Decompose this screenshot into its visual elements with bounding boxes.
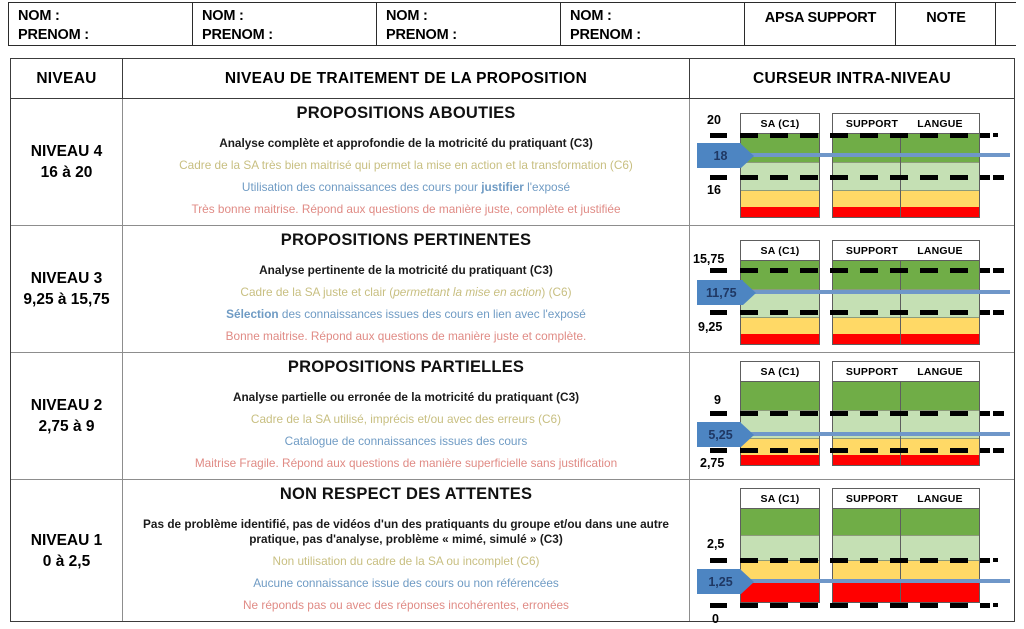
descriptor-mastery: Ne réponds pas ou avec des réponses incohérentes, erronées: [243, 597, 569, 612]
descriptor-title: NON RESPECT DES ATTENTES: [279, 485, 533, 503]
descriptor-c6: Non utilisation du cadre de la SA ou incomplet (C6): [272, 553, 540, 568]
axis-label-top: 15,75: [693, 252, 725, 266]
niveau-cell-4: [11, 99, 123, 225]
axis-label-top: 20: [707, 113, 721, 127]
tick-upper-left: [710, 411, 727, 416]
niveau-cell-1: [11, 480, 123, 621]
segment-dark-green: [901, 261, 979, 289]
knowledge-emph: justifier: [481, 179, 524, 194]
column-header-traitement: NIVEAU DE TRAITEMENT DE LA PROPOSITION: [123, 59, 690, 98]
segment-dark-green: [901, 509, 979, 535]
dash-upper: [740, 133, 990, 138]
segment-dark-green: [741, 509, 819, 535]
tick-lower-left: [710, 448, 727, 453]
gauge-level-4: [690, 99, 1014, 225]
gauge-bar-langue: [900, 488, 980, 603]
tick-upper-left: [710, 558, 727, 563]
segment-light-green: [741, 535, 819, 560]
segment-red: [741, 455, 819, 466]
segment-dark-green: [901, 134, 979, 162]
axis-label-bottom: 9,25: [698, 320, 723, 334]
nom-label: NOM :: [202, 8, 244, 24]
student-cell-4[interactable]: [561, 3, 745, 45]
descriptor-mastery: Bonne maitrise. Répond aux questions de manière juste et complète.: [225, 328, 587, 343]
dash-lower: [740, 603, 990, 608]
cursor-value: 18: [697, 143, 741, 168]
gauge-level-1: [690, 480, 1014, 626]
cursor-badge[interactable]: [697, 280, 756, 305]
cursor-arrow-icon: [741, 423, 754, 447]
gauge-bar-label: LANGUE: [901, 362, 979, 382]
knowledge-pre: Utilisation des connaissances des cours pour: [241, 179, 482, 194]
column-header-curseur: CURSEUR INTRA-NIVEAU: [752, 69, 952, 87]
segment-red: [901, 582, 979, 603]
curseur-cell-4: [690, 99, 1014, 225]
cursor-badge[interactable]: [697, 143, 754, 168]
cursor-badge[interactable]: [697, 569, 754, 594]
descriptor-knowledge: [242, 180, 570, 195]
gauge-bar-label: SA (C1): [741, 114, 819, 134]
dash-upper: [740, 558, 990, 563]
gauge-bar-label: SUPPORT: [833, 489, 911, 509]
segment-dark-green: [901, 382, 979, 410]
tick-lower-right: [993, 448, 1004, 453]
descriptor-knowledge: Catalogue de connaissances issues des cours: [284, 433, 528, 448]
descriptor-knowledge: [226, 307, 586, 322]
cursor-line: [748, 290, 1010, 294]
table-row: [11, 480, 1014, 626]
gauge-bar-label: LANGUE: [901, 489, 979, 509]
column-header-niveau: NIVEAU: [11, 59, 123, 98]
cursor-line: [748, 579, 1010, 583]
segment-red: [741, 334, 819, 345]
curseur-cell-1: [690, 480, 1014, 626]
prenom-label: PRENOM :: [570, 27, 641, 43]
nom-label: NOM :: [386, 8, 428, 24]
cursor-line: [748, 432, 1010, 436]
gauge-bar-label: SUPPORT: [833, 241, 911, 261]
description-cell-1: [123, 480, 690, 621]
cursor-arrow-icon: [741, 570, 754, 594]
niveau-cell-3: [11, 226, 123, 352]
descriptor-c6: Cadre de la SA utilisé, imprécis et/ou avec des erreurs (C6): [250, 411, 562, 426]
gauge-bar-label: LANGUE: [901, 241, 979, 261]
descriptor-c3: Analyse pertinente de la motricité du pratiquant (C3): [259, 262, 553, 277]
descriptor-title: PROPOSITIONS PARTIELLES: [287, 358, 525, 376]
cursor-arrow-icon: [741, 144, 754, 168]
table-row: [11, 226, 1014, 353]
tick-upper-right: [993, 268, 1004, 273]
axis-label-top: 2,5: [707, 537, 725, 551]
gauge-bar-label: SUPPORT: [833, 362, 911, 382]
descriptor-mastery: Maitrise Fragile. Répond aux questions de manière superficielle sans justification: [194, 455, 618, 470]
gauge-bar-label: SA (C1): [741, 362, 819, 382]
cursor-value: 5,25: [697, 422, 741, 447]
knowledge-emph: Sélection: [226, 306, 279, 321]
segment-red: [901, 455, 979, 466]
tick-upper-right: [993, 411, 1004, 416]
niveau-label: NIVEAU 4: [30, 143, 103, 160]
tick-lower-left: [710, 175, 727, 180]
gauge-level-3: [690, 226, 1014, 352]
axis-label-bottom: 2,75: [700, 456, 725, 470]
niveau-range: 2,75 à 9: [38, 418, 95, 435]
description-cell-4: [123, 99, 690, 225]
gauge-bar-label: SA (C1): [741, 241, 819, 261]
cursor-badge[interactable]: [697, 422, 754, 447]
knowledge-post: des connaissances issues des cours en lien avec l'exposé: [278, 306, 586, 321]
curseur-cell-3: [690, 226, 1014, 352]
segment-yellow: [741, 317, 819, 334]
segment-red: [901, 207, 979, 218]
descriptor-c3: Analyse partielle ou erronée de la motricité du pratiquant (C3): [232, 389, 580, 404]
axis-label-bottom: 0: [712, 612, 719, 626]
knowledge-post: l'exposé: [523, 179, 571, 194]
descriptor-mastery: Très bonne maitrise. Répond aux questions de manière juste, complète et justifiée: [191, 201, 621, 216]
identity-header: [8, 2, 1016, 46]
gauge-bar-label: LANGUE: [901, 114, 979, 134]
grid-header-row: [11, 59, 1014, 99]
gauge-level-2: [690, 353, 1014, 479]
tick-lower-right: [993, 310, 1004, 315]
description-cell-2: [123, 353, 690, 479]
curseur-cell-2: [690, 353, 1014, 479]
prenom-label: PRENOM :: [386, 27, 457, 43]
niveau-range: 0 à 2,5: [42, 552, 91, 570]
cursor-value: 1,25: [697, 569, 741, 594]
descriptor-c3: Analyse complète et approfondie de la motricité du pratiquant (C3): [219, 135, 593, 150]
c6-italic: permettant la mise en action: [393, 284, 542, 299]
cursor-value: 11,75: [697, 280, 743, 305]
table-row: [11, 353, 1014, 480]
niveau-label: NIVEAU 1: [30, 531, 103, 549]
dash-lower: [740, 175, 990, 180]
c6-pre: Cadre de la SA juste et clair (: [240, 284, 394, 299]
table-row: [11, 99, 1014, 226]
description-cell-3: [123, 226, 690, 352]
c6-post: ) (C6): [541, 284, 572, 299]
cursor-arrow-icon: [743, 281, 756, 305]
niveau-label: NIVEAU 3: [30, 270, 103, 287]
gauge-bar-label: SA (C1): [741, 489, 819, 509]
prenom-label: PRENOM :: [18, 27, 89, 43]
student-cell-3[interactable]: [377, 3, 561, 45]
tick-upper-left: [710, 268, 727, 273]
apsa-support-label: APSA SUPPORT: [764, 9, 877, 26]
cursor-line: [748, 153, 1010, 157]
descriptor-title: PROPOSITIONS ABOUTIES: [296, 104, 516, 122]
niveau-range: 16 à 20: [40, 164, 93, 181]
nom-label: NOM :: [570, 8, 612, 24]
descriptor-title: PROPOSITIONS PERTINENTES: [280, 231, 532, 249]
note-label: NOTE: [926, 9, 966, 26]
apsa-support-cell[interactable]: [745, 3, 896, 45]
segment-light-green: [901, 535, 979, 560]
dash-upper: [740, 411, 990, 416]
descriptor-c6: Cadre de la SA très bien maitrisé qui permet la mise en action et la transformation (C6): [179, 157, 633, 172]
dash-lower: [740, 310, 990, 315]
nom-label: NOM :: [18, 8, 60, 24]
student-cell-1[interactable]: [9, 3, 193, 45]
segment-red: [901, 334, 979, 345]
tick-lower-right: [993, 175, 1004, 180]
niveau-label: NIVEAU 2: [30, 397, 103, 414]
tick-lower-left: [710, 603, 727, 608]
segment-yellow: [741, 190, 819, 207]
descriptor-c3: Pas de problème identifié, pas de vidéos d'un des pratiquants du groupe et/ou dans une autre pratique, pas d'analyse, problème « mimé, simulé » (C3): [143, 516, 669, 546]
niveau-range: 9,25 à 15,75: [23, 291, 110, 308]
axis-label-top: 9: [714, 393, 721, 407]
prenom-label: PRENOM :: [202, 27, 273, 43]
segment-yellow: [901, 317, 979, 334]
tick-lower-right: [993, 603, 998, 607]
tick-lower-left: [710, 310, 727, 315]
segment-red: [741, 207, 819, 218]
note-cell[interactable]: [896, 3, 996, 45]
segment-dark-green: [741, 382, 819, 410]
segment-yellow: [901, 190, 979, 207]
gauge-bar-langue: [900, 113, 980, 218]
tick-upper-right: [993, 133, 998, 137]
tick-upper-right: [993, 558, 998, 562]
gauge-bar-label: SUPPORT: [833, 114, 911, 134]
student-cell-2[interactable]: [193, 3, 377, 45]
descriptor-knowledge: Aucune connaissance issue des cours ou non référencées: [253, 575, 559, 590]
descriptor-c6: [240, 285, 571, 300]
grading-grid: [10, 58, 1015, 626]
axis-label-bottom: 16: [707, 183, 721, 197]
niveau-cell-2: [11, 353, 123, 479]
tick-upper-left: [710, 133, 727, 138]
dash-lower: [740, 448, 990, 453]
dash-upper: [740, 268, 990, 273]
